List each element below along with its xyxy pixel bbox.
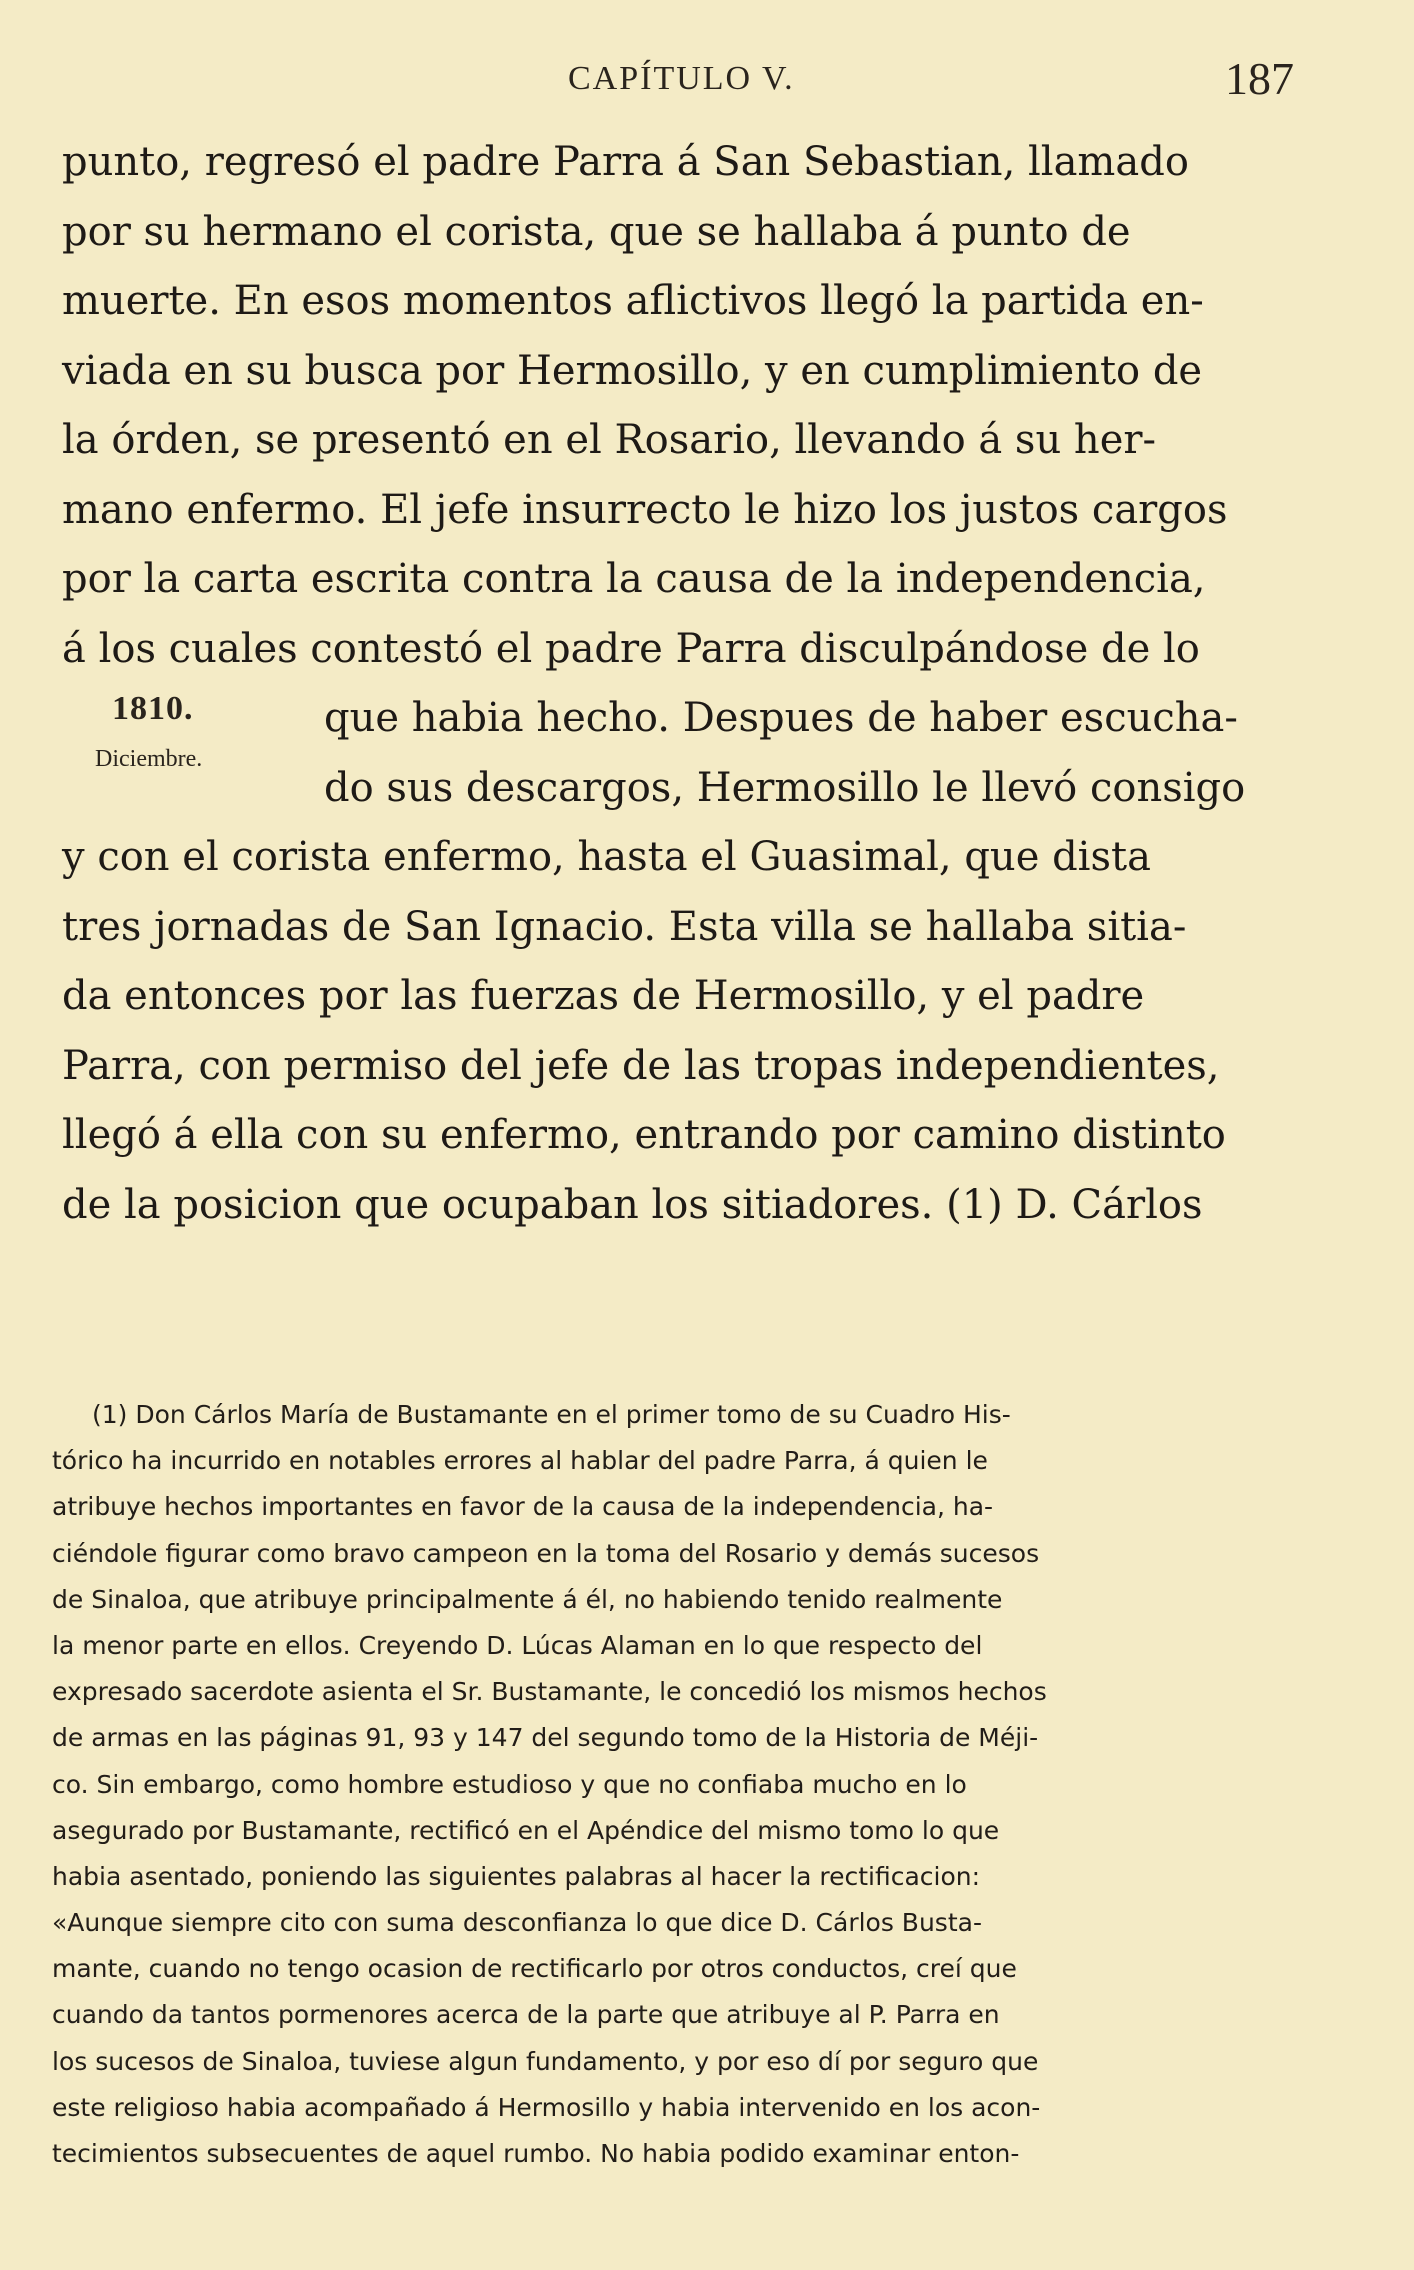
footnote-line: la menor parte en ellos. Creyendo D. Lúcas Alaman en lo que respecto del (52, 1630, 983, 1660)
body-line: punto, regresó el padre Parra á San Sebastian, llamado (62, 139, 1189, 185)
body-line: por su hermano el corista, que se hallaba á punto de (62, 208, 1131, 255)
body-line: viada en su busca por Hermosillo, y en cumplimiento de (62, 347, 1203, 394)
footnote-line: expresado sacerdote asienta el Sr. Bustamante, le concedió los mismos hechos (52, 1677, 1047, 1707)
body-line: de la posicion que ocupaban los sitiadores. (1) D. Cárlos (62, 1181, 1203, 1228)
footnote-line: habia asentado, poniendo las siguientes palabras al hacer la rectificacion: (52, 1861, 981, 1891)
footnote-line: los sucesos de Sinaloa, tuviese algun fundamento, y por eso dí por seguro que (52, 2046, 1039, 2076)
body-line: do sus descargos, Hermosillo le llevó consigo (324, 764, 1246, 811)
footnote-line: de armas en las páginas 91, 93 y 147 del segundo tomo de la Historia de Méji- (52, 1723, 1039, 1753)
body-line: la órden, se presentó en el Rosario, llevando á su her- (62, 417, 1157, 463)
footnote-line: «Aunque siempre cito con suma desconfianza lo que dice D. Cárlos Busta- (52, 1908, 982, 1938)
body-line: tres jornadas de San Ignacio. Esta villa se hallaba sitia- (62, 903, 1187, 950)
page-header (0, 52, 1414, 112)
body-line: mano enfermo. El jefe insurrecto le hizo los justos cargos (62, 486, 1228, 533)
footnote-line: atribuye hechos importantes en favor de la causa de la independencia, ha- (52, 1492, 994, 1522)
main-text (62, 128, 1302, 1240)
footnote-line: este religioso habia acompañado á Hermosillo y habia intervenido en los acon- (52, 2092, 1041, 2122)
body-line: y con el corista enfermo, hasta el Guasimal, que dista (62, 834, 1151, 880)
footnote-line: co. Sin embargo, como hombre estudioso y que no confiaba mucho en lo (52, 1769, 967, 1799)
body-line: da entonces por las fuerzas de Hermosillo, y el padre (62, 973, 1145, 1019)
footnote-line: de Sinaloa, que atribuye principalmente á él, no habiendo tenido realmente (52, 1584, 1003, 1614)
body-line: Parra, con permiso del jefe de las tropas independientes, (62, 1042, 1220, 1089)
marginal-year: 1810. (112, 690, 194, 727)
footnote-line: ciéndole figurar como bravo campeon en la toma del Rosario y demás sucesos (52, 1538, 1040, 1568)
running-head: CAPÍTULO V. (568, 60, 795, 97)
page-number: 187 (1225, 53, 1294, 104)
footnote-line: cuando da tantos pormenores acerca de la parte que atribuye al P. Parra en (52, 2000, 1000, 2030)
footnote (52, 1392, 1312, 2177)
body-line: á los cuales contestó el padre Parra disculpándose de lo (62, 625, 1200, 672)
footnote-line: (1) Don Cárlos María de Bustamante en el primer tomo de su Cuadro His- (92, 1400, 1011, 1429)
footnote-line: tórico ha incurrido en notables errores al hablar del padre Parra, á quien le (52, 1446, 988, 1476)
footnote-line: tecimientos subsecuentes de aquel rumbo. No habia podido examinar enton- (52, 2139, 1020, 2168)
footnote-line: asegurado por Bustamante, rectificó en el Apéndice del mismo tomo lo que (52, 1815, 1000, 1845)
body-line: llegó á ella con su enfermo, entrando por camino distinto (62, 1112, 1226, 1158)
body-line: muerte. En esos momentos aflictivos llegó la partida en- (62, 278, 1204, 324)
body-line: por la carta escrita contra la causa de la independencia, (62, 556, 1206, 602)
marginal-month: Diciembre. (95, 746, 203, 772)
footnote-line: mante, cuando no tengo ocasion de rectificarlo por otros conductos, creí que (52, 1954, 1017, 1984)
body-line: que habia hecho. Despues de haber escucha- (324, 695, 1238, 741)
